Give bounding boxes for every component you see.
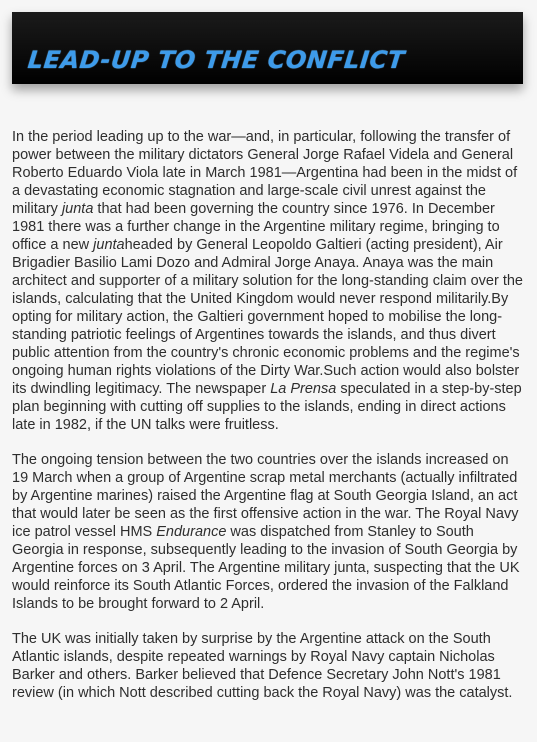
section-banner bbox=[12, 12, 523, 84]
italic-text: junta bbox=[93, 237, 125, 253]
paragraph bbox=[12, 451, 524, 613]
text-run: that had been governing the country since 1976. In December 1981 there was a further change in the Argentine military regime, bringing to office a new bbox=[12, 201, 500, 253]
italic-text: Endurance bbox=[156, 524, 227, 540]
paragraph bbox=[12, 630, 524, 702]
text-run: speculated in a step-by-step plan beginning with cutting off supplies to the islands, ending in direct actions late in 1982, if the UN talks were fruitless. bbox=[12, 381, 522, 433]
text-run: headed by General Leopoldo Galtieri (acting president), Air Brigadier Basilio Lami Dozo and Admiral Jorge Anaya. Anaya was the main architect and supporter of a military solution for the long-standing claim over the islands, calculating that the United Kingdom would never respond militarily.By opting for military action, the Galtieri government hoped to mobilise the long-standing patriotic feelings of Argentines towards the islands, and thus divert public attention from the country's chronic economic problems and the regime's ongoing human rights violations of the Dirty War.Such action would also bolster its dwindling legitimacy. The newspaper bbox=[12, 237, 523, 397]
text-run: In the period leading up to the war—and, in particular, following the transfer of power between the military dictators General Jorge Rafael Videla and General Roberto Eduardo Viola late in March 1981—Argentina had been in the midst of a devastating economic stagnation and large-scale civil unrest against the military bbox=[12, 129, 518, 217]
italic-text: La Prensa bbox=[270, 381, 337, 397]
italic-text: junta bbox=[61, 201, 94, 217]
paragraph bbox=[12, 128, 524, 434]
text-run: The UK was initially taken by surprise by the Argentine attack on the South Atlantic islands, despite repeated warnings by Royal Navy captain Nicholas Barker and others. Barker believed that Defence Secretary John Nott's 1981 review (in which Nott described cutting back the Royal Navy) was the catalyst. bbox=[12, 631, 513, 701]
text-run: The ongoing tension between the two countries over the islands increased on 19 March when a group of Argentine scrap metal merchants (actually infiltrated by Argentine marines) raised the Argentine flag at South Georgia Island, an act that would later be seen as the first offensive action in the war. The Royal Navy ice patrol vessel HMS bbox=[12, 452, 519, 540]
article-body bbox=[12, 128, 524, 719]
text-run: was dispatched from Stanley to South Georgia in response, subsequently leading to the invasion of South Georgia by Argentine forces on 3 April. The Argentine military junta, suspecting that the UK would reinforce its South Atlantic Forces, ordered the invasion of the Falkland Islands to be brought forward to 2 April. bbox=[12, 524, 520, 612]
section-title: LEAD-UP TO THE CONFLICT bbox=[26, 46, 407, 74]
